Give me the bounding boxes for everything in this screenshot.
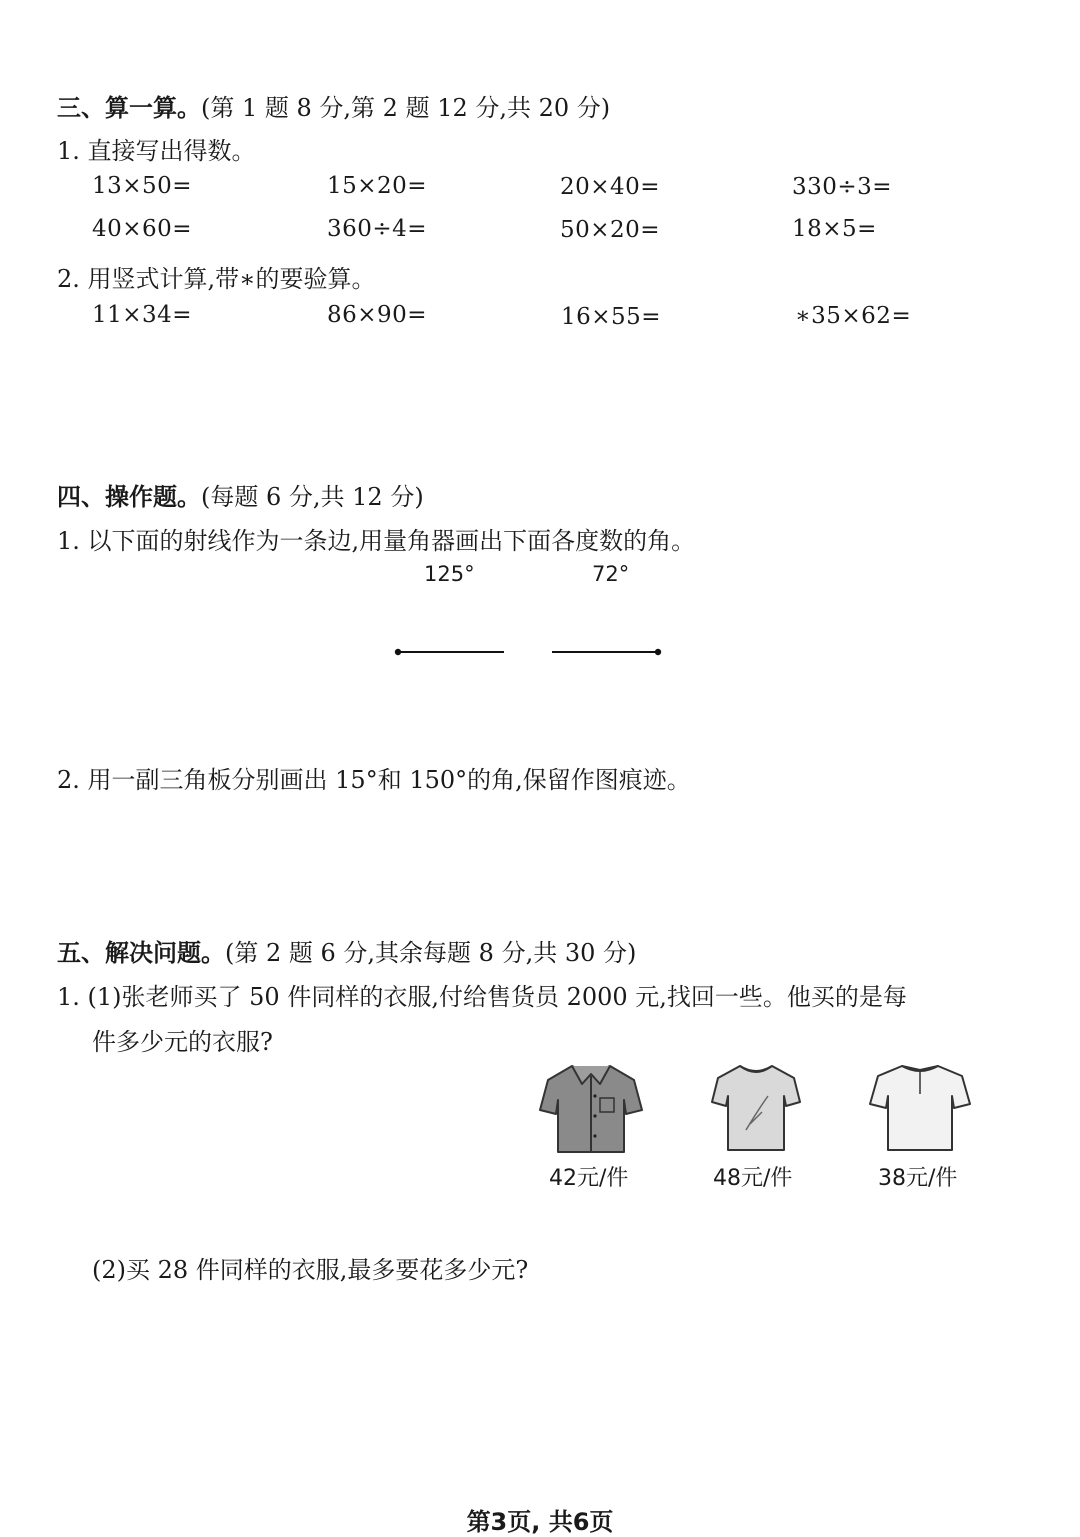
section4-q1-label: 1. 以下面的射线作为一条边,用量角器画出下面各度数的角。 xyxy=(57,527,696,555)
expr: 360÷4= xyxy=(327,216,428,242)
angle-label-125: 125° xyxy=(424,562,475,586)
expr: 40×60= xyxy=(92,216,193,242)
section5-heading xyxy=(57,933,636,968)
tshirt-icon xyxy=(710,1060,802,1156)
expr: 11×34= xyxy=(92,302,193,328)
expr: ∗35×62= xyxy=(795,303,912,329)
section3-heading xyxy=(57,88,610,123)
section4-q2-label: 2. 用一副三角板分别画出 15°和 150°的角,保留作图痕迹。 xyxy=(57,766,691,794)
section5-q1-part2: (2)买 28 件同样的衣服,最多要花多少元? xyxy=(92,1256,529,1284)
section5-score: (第 2 题 6 分,其余每题 8 分,共 30 分) xyxy=(225,939,637,967)
dark-shirt-icon xyxy=(538,1060,644,1156)
rays-diagram xyxy=(390,640,670,664)
expr: 50×20= xyxy=(560,217,661,243)
expr: 330÷3= xyxy=(792,174,893,200)
ray-72-vertex xyxy=(655,649,661,655)
ray-125-vertex xyxy=(395,649,401,655)
section3-title: 三、算一算。 xyxy=(57,94,201,122)
expr: 18×5= xyxy=(792,216,877,242)
blouse-icon xyxy=(868,1060,972,1156)
section3-q1-label: 1. 直接写出得数。 xyxy=(57,137,256,165)
section5-title: 五、解决问题。 xyxy=(57,939,225,967)
price-label: 48元/件 xyxy=(713,1166,793,1191)
price-label: 38元/件 xyxy=(878,1166,958,1191)
section3-q2-label: 2. 用竖式计算,带∗的要验算。 xyxy=(57,265,376,293)
expr: 20×40= xyxy=(560,174,661,200)
section5-q1-line1: 1. (1)张老师买了 50 件同样的衣服,付给售货员 2000 元,找回一些。他买的是每 xyxy=(57,983,907,1011)
expr: 86×90= xyxy=(327,302,428,328)
page-footer: 第3页, 共6页 xyxy=(466,1508,614,1536)
section4-heading xyxy=(57,477,424,512)
angle-label-72: 72° xyxy=(592,562,630,586)
section4-score: (每题 6 分,共 12 分) xyxy=(201,483,424,511)
expr: 16×55= xyxy=(561,304,662,330)
section4-title: 四、操作题。 xyxy=(57,483,201,511)
price-label: 42元/件 xyxy=(549,1166,629,1191)
expr: 15×20= xyxy=(327,173,428,199)
section3-score: (第 1 题 8 分,第 2 题 12 分,共 20 分) xyxy=(201,94,611,122)
expr: 13×50= xyxy=(92,173,193,199)
section5-q1-line2: 件多少元的衣服? xyxy=(92,1028,273,1056)
